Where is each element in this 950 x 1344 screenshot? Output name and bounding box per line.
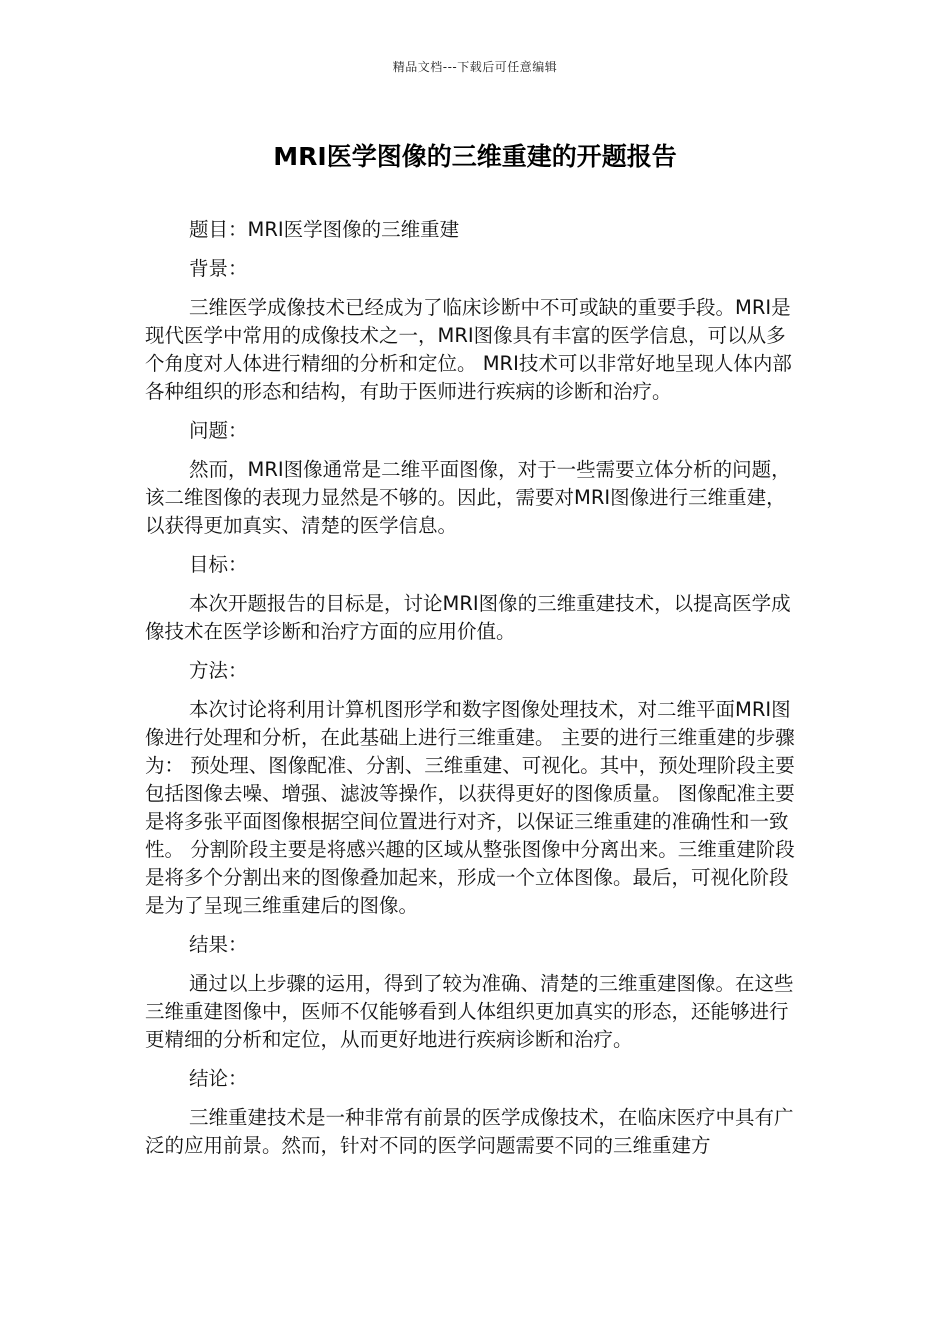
document-body: [145, 216, 797, 1171]
section-label-conclusion: 结论：: [189, 1067, 248, 1090]
paragraph-method: 本次讨论将利用计算机图形学和数字图像处理技术，对二维平面MRI图像进行处理和分析，在此基础上进行三维重建。 主要的进行三维重建的步骤为： 预处理、图像配准、分割、三维重建、可视化。其中，预处理阶段主要包括图像去噪、增强、滤波等操作，以获得更好的图像质量。 图像配准主要是将多张平面图像根据空间位置进行对齐，以保证三维重建的准确性和一致性。 分割阶段主要是将感兴趣的区域从整张图像中分离出来。三维重建阶段是将多个分割出来的图像叠加起来，形成一个立体图像。最后，可视化阶段是为了呈现三维重建后的图像。: [145, 698, 795, 917]
section-label-topic: 题目：MRI医学图像的三维重建: [189, 218, 460, 241]
section-label-problem: 问题：: [189, 419, 248, 442]
header-note: 精品文档---下载后可任意编辑: [392, 60, 558, 74]
paragraph-background: 三维医学成像技术已经成为了临床诊断中不可或缺的重要手段。MRI是现代医学中常用的成像技术之一，MRI图像具有丰富的医学信息，可以从多个角度对人体进行精细的分析和定位。 MRI技术可以非常好地呈现人体内部各种组织的形态和结构，有助于医师进行疾病的诊断和治疗。: [145, 296, 792, 403]
section-label-result: 结果：: [189, 933, 248, 956]
paragraph-problem: 然而，MRI图像通常是二维平面图像，对于一些需要立体分析的问题，该二维图像的表现力显然是不够的。因此，需要对MRI图像进行三维重建，以获得更加真实、清楚的医学信息。: [145, 458, 791, 537]
paragraph-goal: 本次开题报告的目标是，讨论MRI图像的三维重建技术，以提高医学成像技术在医学诊断和治疗方面的应用价值。: [145, 592, 791, 643]
section-label-goal: 目标：: [189, 553, 248, 576]
section-label-method: 方法：: [189, 659, 248, 682]
document-title: MRI医学图像的三维重建的开题报告: [273, 142, 677, 171]
section-label-background: 背景：: [189, 257, 248, 280]
paragraph-result: 通过以上步骤的运用，得到了较为准确、清楚的三维重建图像。在这些三维重建图像中，医师不仅能够看到人体组织更加真实的形态，还能够进行更精细的分析和定位，从而更好地进行疾病诊断和治疗。: [145, 972, 794, 1051]
paragraph-conclusion: 三维重建技术是一种非常有前景的医学成像技术，在临床医疗中具有广泛的应用前景。然而，针对不同的医学问题需要不同的三维重建方: [145, 1106, 794, 1157]
